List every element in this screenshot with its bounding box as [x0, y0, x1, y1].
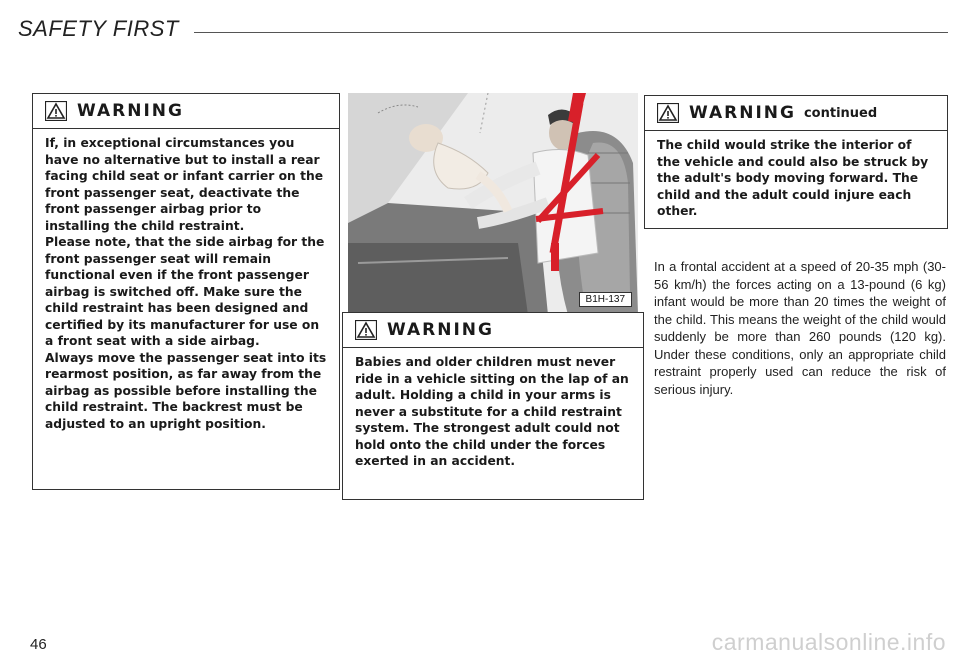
warning-body [645, 131, 947, 228]
warning-paragraph: If, in exceptional circumstances you have no alternative but to install a rear facing child seat or infant carrier on the front passenger seat, deactivate the front passenger airbag prior to installing the child restraint. [45, 136, 324, 233]
warning-title: WARNING [387, 320, 494, 340]
warning-paragraph: Always move the passenger seat into its rearmost position, as far away from the airbag as possible before installing the child restraint. The backrest must be adjusted to an upright position. [45, 350, 327, 431]
warning-box-right [644, 95, 948, 229]
warning-body [33, 129, 339, 440]
warning-title: WARNING [689, 103, 796, 123]
warning-paragraph: Please note, that the side airbag for the front passenger seat will remain functional even if the front passenger airbag is switched off. Make sure the child restraint has been designed and certified by its manufacturer for use on a front seat with a side airbag. [45, 235, 325, 348]
warning-body [343, 348, 643, 478]
warning-triangle-icon [355, 320, 377, 340]
child-seat-illustration [348, 93, 638, 315]
warning-paragraph: The child would strike the interior of the vehicle and could also be struck by the adult's body moving forward. The child and the adult could injure each other. [657, 138, 929, 218]
header-rule [194, 32, 948, 33]
warning-title: WARNING [77, 101, 184, 121]
section-title: SAFETY FIRST [18, 16, 179, 41]
warning-header [645, 96, 947, 131]
warning-continued-label: continued [803, 105, 878, 121]
warning-box-middle [342, 312, 644, 500]
watermark: carmanualsonline.info [711, 629, 946, 655]
page-header [18, 16, 948, 44]
warning-triangle-icon [45, 101, 67, 121]
warning-triangle-icon [657, 103, 679, 123]
warning-header [343, 313, 643, 348]
page-number: 46 [30, 636, 47, 653]
warning-box-left [32, 93, 340, 490]
warning-header [33, 94, 339, 129]
body-paragraph: In a frontal accident at a speed of 20-35 mph (30-56 km/h) the forces acting on a 13-pound (6 kg) infant would be more than 20 times the weight of the child. This means the weight of the child would suddenly be more than 260 pounds (120 kg). Under these conditions, only an appropriate child restraint properly used can reduce the risk of serious injury. [654, 259, 946, 397]
figure-label: B1H-137 [579, 292, 632, 307]
car-interior-drawing [348, 93, 638, 315]
warning-paragraph: Babies and older children must never ride in a vehicle sitting on the lap of an adult. Holding a child in your arms is never a substitute for a child restraint system. The strongest adult could not hold onto the child under the forces exerted in an accident. [355, 355, 629, 468]
